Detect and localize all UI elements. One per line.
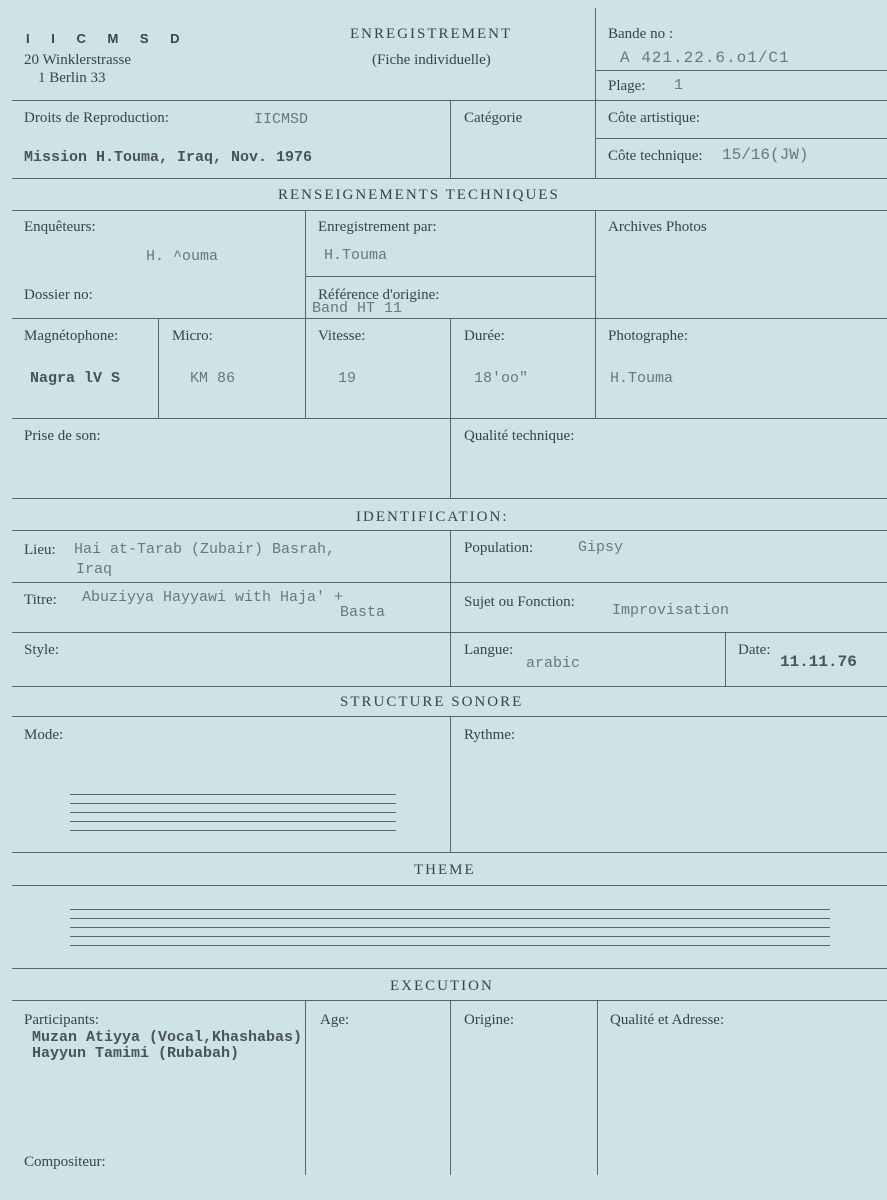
magnetophone-value: Nagra lV S (30, 370, 121, 387)
address-line-2: 1 Berlin 33 (38, 70, 106, 86)
rule (305, 276, 595, 277)
enregistrement-par-label: Enregistrement par: (318, 219, 437, 235)
age-label: Age: (320, 1012, 350, 1028)
cote-technique-value: 15/16(JW) (722, 146, 809, 164)
population-label: Population: (464, 540, 534, 556)
rule (305, 1000, 306, 1175)
magnetophone-label: Magnétophone: (24, 328, 119, 344)
bande-label: Bande no : (608, 26, 673, 42)
photographe-label: Photographe: (608, 328, 688, 344)
compositeur-label: Compositeur: (24, 1154, 106, 1170)
org-logo-text: I I C M S D (26, 31, 189, 46)
rule (450, 1000, 451, 1175)
vitesse-value: 19 (338, 370, 357, 387)
form-subtitle: (Fiche individuelle) (372, 52, 491, 68)
rule (595, 8, 596, 178)
rule (450, 530, 451, 686)
photographe-value: H.Touma (610, 370, 674, 387)
theme-staff-line (70, 927, 830, 928)
micro-value: KM 86 (190, 370, 236, 387)
enqueteurs-value: H. ^ouma (146, 248, 219, 265)
langue-label: Langue: (464, 642, 514, 658)
lieu-value-line-2: Iraq (76, 561, 113, 578)
dossier-label: Dossier no: (24, 287, 93, 303)
plage-label: Plage: (608, 78, 646, 94)
qualite-technique-label: Qualité technique: (464, 428, 575, 444)
rule (305, 210, 306, 418)
address-line-1: 20 Winklerstrasse (24, 52, 132, 68)
participant-2: Hayyun Tamimi (Rubabah) (32, 1045, 240, 1062)
sujet-label: Sujet ou Fonction: (464, 594, 575, 610)
plage-value: 1 (674, 77, 684, 94)
reference-label: Référence d'origine: (318, 287, 440, 303)
rule (12, 498, 887, 499)
rule (450, 100, 451, 178)
cote-technique-label: Côte technique: (608, 148, 703, 164)
section-title-execution: EXECUTION (390, 978, 494, 994)
rule (12, 178, 887, 179)
droits-label: Droits de Reproduction: (24, 110, 169, 126)
mode-staff-line (70, 830, 396, 831)
reference-value: Band HT 11 (312, 300, 403, 317)
prise-de-son-label: Prise de son: (24, 428, 101, 444)
style-label: Style: (24, 642, 60, 658)
mode-staff-line (70, 812, 396, 813)
rule (595, 70, 887, 71)
enregistrement-par-value: H.Touma (324, 247, 388, 264)
rule (450, 716, 451, 852)
vitesse-label: Vitesse: (318, 328, 366, 344)
duree-label: Durée: (464, 328, 505, 344)
mode-label: Mode: (24, 727, 64, 743)
qualite-adresse-label: Qualité et Adresse: (610, 1012, 725, 1028)
rule (12, 968, 887, 969)
rule (595, 138, 887, 139)
form-title: ENREGISTREMENT (350, 26, 513, 42)
participant-1: Muzan Atiyya (Vocal,Khashabas) (32, 1029, 303, 1046)
micro-label: Micro: (172, 328, 213, 344)
archives-photos-label: Archives Photos (608, 219, 707, 235)
rule (12, 885, 887, 886)
participants-label: Participants: (24, 1012, 99, 1028)
droits-value: IICMSD (254, 111, 309, 128)
theme-staff-line (70, 936, 830, 937)
theme-staff-line (70, 945, 830, 946)
titre-value-line-2: Basta (340, 604, 386, 621)
origine-label: Origine: (464, 1012, 514, 1028)
date-label: Date: (738, 642, 771, 658)
theme-staff-line (70, 909, 830, 910)
population-value: Gipsy (578, 539, 624, 556)
langue-value: arabic (526, 655, 581, 672)
rule (12, 852, 887, 853)
categorie-label: Catégorie (464, 110, 523, 126)
lieu-label: Lieu: (24, 542, 56, 558)
rule (595, 210, 596, 418)
cote-artistique-label: Côte artistique: (608, 110, 701, 126)
titre-value-line-1: Abuziyya Hayyawi with Haja' + (82, 589, 344, 606)
enqueteurs-label: Enquêteurs: (24, 219, 96, 235)
mode-staff-line (70, 821, 396, 822)
rule (12, 686, 887, 687)
rule (158, 318, 159, 418)
theme-staff-line (70, 918, 830, 919)
bande-value: A 421.22.6.o1/C1 (620, 49, 790, 67)
rule (12, 210, 887, 211)
section-title-identification: IDENTIFICATION: (356, 509, 509, 525)
rule (725, 632, 726, 686)
rule (597, 1000, 598, 1175)
sujet-value: Improvisation (612, 602, 730, 619)
mode-staff-line (70, 794, 396, 795)
section-title-technical: RENSEIGNEMENTS TECHNIQUES (278, 187, 560, 203)
lieu-value-line-1: Hai at-Tarab (Zubair) Basrah, (74, 541, 336, 558)
mode-staff-line (70, 803, 396, 804)
date-value: 11.11.76 (780, 653, 857, 671)
duree-value: 18'oo" (474, 370, 529, 387)
section-title-structure: STRUCTURE SONORE (340, 694, 524, 710)
section-title-theme: THEME (414, 862, 476, 878)
titre-label: Titre: (24, 592, 57, 608)
rule (450, 318, 451, 498)
mission-value: Mission H.Touma, Iraq, Nov. 1976 (24, 149, 313, 166)
rythme-label: Rythme: (464, 727, 516, 743)
